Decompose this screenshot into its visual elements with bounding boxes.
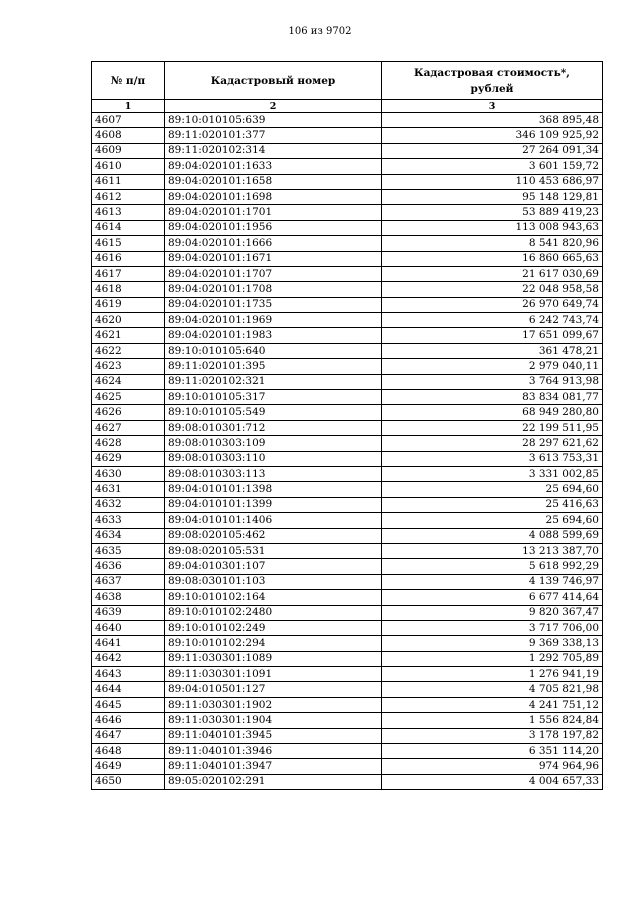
table-row <box>92 113 603 128</box>
cadastral-value-cell: 95 148 129,81 <box>382 189 603 204</box>
table-row <box>92 682 603 697</box>
row-number-cell: 4607 <box>92 113 165 128</box>
page-number: 106 из 9702 <box>288 26 352 37</box>
table-row <box>92 282 603 297</box>
row-number-cell: 4627 <box>92 420 165 435</box>
row-number-cell: 4622 <box>92 343 165 358</box>
cadastral-number-cell: 89:04:020101:1633 <box>165 159 382 174</box>
cadastral-number-cell: 89:04:020101:1701 <box>165 205 382 220</box>
cadastral-value-cell: 83 834 081,77 <box>382 390 603 405</box>
table-row <box>92 266 603 281</box>
row-number-cell: 4626 <box>92 405 165 420</box>
cadastral-value-cell: 21 617 030,69 <box>382 266 603 281</box>
row-number-cell: 4648 <box>92 744 165 759</box>
row-number-cell: 4638 <box>92 590 165 605</box>
table-row <box>92 313 603 328</box>
cadastral-value-cell: 4 241 751,12 <box>382 697 603 712</box>
cadastral-number-cell: 89:04:020101:1698 <box>165 189 382 204</box>
row-number-cell: 4645 <box>92 697 165 712</box>
cadastral-value-cell: 113 008 943,63 <box>382 220 603 235</box>
cadastral-table <box>91 61 603 790</box>
cadastral-value-cell: 68 949 280,80 <box>382 405 603 420</box>
cadastral-value-cell: 9 820 367,47 <box>382 605 603 620</box>
row-number-cell: 4647 <box>92 728 165 743</box>
row-number-cell: 4612 <box>92 189 165 204</box>
cadastral-value-cell: 6 242 743,74 <box>382 313 603 328</box>
cadastral-number-cell: 89:04:020101:1708 <box>165 282 382 297</box>
cadastral-number-cell: 89:04:020101:1658 <box>165 174 382 189</box>
cadastral-value-cell: 26 970 649,74 <box>382 297 603 312</box>
cadastral-number-cell: 89:04:010501:127 <box>165 682 382 697</box>
table-row <box>92 143 603 158</box>
table-row <box>92 651 603 666</box>
header-cadastral-value: Кадастровая стоимость*, рублей <box>382 62 603 100</box>
cadastral-number-cell: 89:10:010102:249 <box>165 620 382 635</box>
table-header-row <box>92 62 603 100</box>
cadastral-number-cell: 89:04:020101:1671 <box>165 251 382 266</box>
column-index: 2 <box>165 100 382 113</box>
cadastral-value-cell: 3 601 159,72 <box>382 159 603 174</box>
table-row <box>92 744 603 759</box>
table-row <box>92 405 603 420</box>
cadastral-number-cell: 89:04:010101:1406 <box>165 513 382 528</box>
cadastral-number-cell: 89:08:030101:103 <box>165 574 382 589</box>
table-row <box>92 636 603 651</box>
row-number-cell: 4619 <box>92 297 165 312</box>
cadastral-number-cell: 89:08:020105:531 <box>165 543 382 558</box>
cadastral-number-cell: 89:11:030301:1089 <box>165 651 382 666</box>
cadastral-number-cell: 89:10:010102:2480 <box>165 605 382 620</box>
table-row <box>92 697 603 712</box>
table-row <box>92 359 603 374</box>
cadastral-value-cell: 17 651 099,67 <box>382 328 603 343</box>
cadastral-value-cell: 4 088 599,69 <box>382 528 603 543</box>
cadastral-value-cell: 4 705 821,98 <box>382 682 603 697</box>
table-row <box>92 251 603 266</box>
row-number-cell: 4633 <box>92 513 165 528</box>
cadastral-number-cell: 89:11:030301:1091 <box>165 667 382 682</box>
table-row <box>92 374 603 389</box>
table-body <box>92 113 603 790</box>
row-number-cell: 4628 <box>92 436 165 451</box>
cadastral-value-cell: 1 292 705,89 <box>382 651 603 666</box>
row-number-cell: 4640 <box>92 620 165 635</box>
row-number-cell: 4643 <box>92 667 165 682</box>
table-row <box>92 543 603 558</box>
cadastral-value-cell: 27 264 091,34 <box>382 143 603 158</box>
table-row <box>92 574 603 589</box>
table-row <box>92 159 603 174</box>
row-number-cell: 4618 <box>92 282 165 297</box>
row-number-cell: 4637 <box>92 574 165 589</box>
cadastral-value-cell: 25 416,63 <box>382 497 603 512</box>
cadastral-number-cell: 89:11:030301:1902 <box>165 697 382 712</box>
table-row <box>92 220 603 235</box>
row-number-cell: 4644 <box>92 682 165 697</box>
cadastral-number-cell: 89:10:010102:164 <box>165 590 382 605</box>
cadastral-value-cell: 13 213 387,70 <box>382 543 603 558</box>
table-row <box>92 667 603 682</box>
cadastral-value-cell: 22 048 958,58 <box>382 282 603 297</box>
column-index: 3 <box>382 100 603 113</box>
row-number-cell: 4646 <box>92 713 165 728</box>
row-number-cell: 4639 <box>92 605 165 620</box>
row-number-cell: 4621 <box>92 328 165 343</box>
header-row-number: № п/п <box>92 62 165 100</box>
table-row <box>92 620 603 635</box>
cadastral-number-cell: 89:04:020101:1956 <box>165 220 382 235</box>
row-number-cell: 4615 <box>92 236 165 251</box>
cadastral-value-cell: 4 139 746,97 <box>382 574 603 589</box>
cadastral-number-cell: 89:04:020101:1707 <box>165 266 382 281</box>
row-number-cell: 4617 <box>92 266 165 281</box>
cadastral-value-cell: 346 109 925,92 <box>382 128 603 143</box>
cadastral-number-cell: 89:11:040101:3946 <box>165 744 382 759</box>
cadastral-number-cell: 89:04:020101:1969 <box>165 313 382 328</box>
cadastral-number-cell: 89:10:010105:640 <box>165 343 382 358</box>
table-row <box>92 605 603 620</box>
table-row <box>92 559 603 574</box>
cadastral-number-cell: 89:04:010101:1398 <box>165 482 382 497</box>
cadastral-number-cell: 89:08:020105:462 <box>165 528 382 543</box>
cadastral-number-cell: 89:11:020102:314 <box>165 143 382 158</box>
table-row <box>92 513 603 528</box>
cadastral-number-cell: 89:08:010303:110 <box>165 451 382 466</box>
cadastral-number-cell: 89:11:040101:3947 <box>165 759 382 774</box>
cadastral-value-cell: 3 764 913,98 <box>382 374 603 389</box>
row-number-cell: 4635 <box>92 543 165 558</box>
table-row <box>92 420 603 435</box>
table-row <box>92 528 603 543</box>
cadastral-value-cell: 3 178 197,82 <box>382 728 603 743</box>
cadastral-value-cell: 28 297 621,62 <box>382 436 603 451</box>
cadastral-value-cell: 6 351 114,20 <box>382 744 603 759</box>
row-number-cell: 4616 <box>92 251 165 266</box>
cadastral-value-cell: 22 199 511,95 <box>382 420 603 435</box>
table-row <box>92 205 603 220</box>
cadastral-value-cell: 110 453 686,97 <box>382 174 603 189</box>
row-number-cell: 4610 <box>92 159 165 174</box>
cadastral-value-cell: 361 478,21 <box>382 343 603 358</box>
cadastral-value-cell: 16 860 665,63 <box>382 251 603 266</box>
row-number-cell: 4636 <box>92 559 165 574</box>
cadastral-number-cell: 89:10:010105:639 <box>165 113 382 128</box>
cadastral-number-cell: 89:08:010303:109 <box>165 436 382 451</box>
cadastral-number-cell: 89:04:010301:107 <box>165 559 382 574</box>
header-cadastral-number: Кадастровый номер <box>165 62 382 100</box>
cadastral-number-cell: 89:10:010102:294 <box>165 636 382 651</box>
table-row <box>92 343 603 358</box>
cadastral-value-cell: 4 004 657,33 <box>382 774 603 789</box>
cadastral-number-cell: 89:11:040101:3945 <box>165 728 382 743</box>
row-number-cell: 4641 <box>92 636 165 651</box>
row-number-cell: 4634 <box>92 528 165 543</box>
cadastral-number-cell: 89:11:030301:1904 <box>165 713 382 728</box>
table-row <box>92 482 603 497</box>
table-row <box>92 590 603 605</box>
cadastral-number-cell: 89:04:010101:1399 <box>165 497 382 512</box>
row-number-cell: 4611 <box>92 174 165 189</box>
table-row <box>92 174 603 189</box>
row-number-cell: 4642 <box>92 651 165 666</box>
cadastral-value-cell: 9 369 338,13 <box>382 636 603 651</box>
table-row <box>92 189 603 204</box>
table-row <box>92 451 603 466</box>
table-row <box>92 713 603 728</box>
cadastral-value-cell: 53 889 419,23 <box>382 205 603 220</box>
table-row <box>92 466 603 481</box>
table-row <box>92 759 603 774</box>
column-index: 1 <box>92 100 165 113</box>
table-row <box>92 328 603 343</box>
cadastral-number-cell: 89:10:010105:549 <box>165 405 382 420</box>
cadastral-value-cell: 25 694,60 <box>382 513 603 528</box>
cadastral-number-cell: 89:04:020101:1666 <box>165 236 382 251</box>
table-row <box>92 297 603 312</box>
row-number-cell: 4608 <box>92 128 165 143</box>
cadastral-value-cell: 1 276 941,19 <box>382 667 603 682</box>
cadastral-value-cell: 3 717 706,00 <box>382 620 603 635</box>
table-row <box>92 497 603 512</box>
table-row <box>92 436 603 451</box>
cadastral-value-cell: 5 618 992,29 <box>382 559 603 574</box>
row-number-cell: 4631 <box>92 482 165 497</box>
table-row <box>92 128 603 143</box>
row-number-cell: 4623 <box>92 359 165 374</box>
row-number-cell: 4624 <box>92 374 165 389</box>
cadastral-value-cell: 974 964,96 <box>382 759 603 774</box>
row-number-cell: 4629 <box>92 451 165 466</box>
table-row <box>92 390 603 405</box>
row-number-cell: 4614 <box>92 220 165 235</box>
table-row <box>92 774 603 789</box>
table-row <box>92 728 603 743</box>
cadastral-number-cell: 89:11:020101:377 <box>165 128 382 143</box>
cadastral-number-cell: 89:08:010301:712 <box>165 420 382 435</box>
column-index-row <box>92 100 603 113</box>
row-number-cell: 4649 <box>92 759 165 774</box>
cadastral-value-cell: 368 895,48 <box>382 113 603 128</box>
row-number-cell: 4630 <box>92 466 165 481</box>
cadastral-value-cell: 1 556 824,84 <box>382 713 603 728</box>
cadastral-value-cell: 3 613 753,31 <box>382 451 603 466</box>
row-number-cell: 4632 <box>92 497 165 512</box>
row-number-cell: 4620 <box>92 313 165 328</box>
cadastral-value-cell: 25 694,60 <box>382 482 603 497</box>
row-number-cell: 4609 <box>92 143 165 158</box>
cadastral-number-cell: 89:08:010303:113 <box>165 466 382 481</box>
cadastral-number-cell: 89:11:020102:321 <box>165 374 382 389</box>
row-number-cell: 4613 <box>92 205 165 220</box>
row-number-cell: 4625 <box>92 390 165 405</box>
cadastral-value-cell: 8 541 820,96 <box>382 236 603 251</box>
cadastral-number-cell: 89:11:020101:395 <box>165 359 382 374</box>
cadastral-value-cell: 2 979 040,11 <box>382 359 603 374</box>
cadastral-number-cell: 89:05:020102:291 <box>165 774 382 789</box>
row-number-cell: 4650 <box>92 774 165 789</box>
cadastral-number-cell: 89:04:020101:1735 <box>165 297 382 312</box>
cadastral-value-cell: 6 677 414,64 <box>382 590 603 605</box>
cadastral-number-cell: 89:10:010105:317 <box>165 390 382 405</box>
table-row <box>92 236 603 251</box>
cadastral-number-cell: 89:04:020101:1983 <box>165 328 382 343</box>
cadastral-value-cell: 3 331 002,85 <box>382 466 603 481</box>
